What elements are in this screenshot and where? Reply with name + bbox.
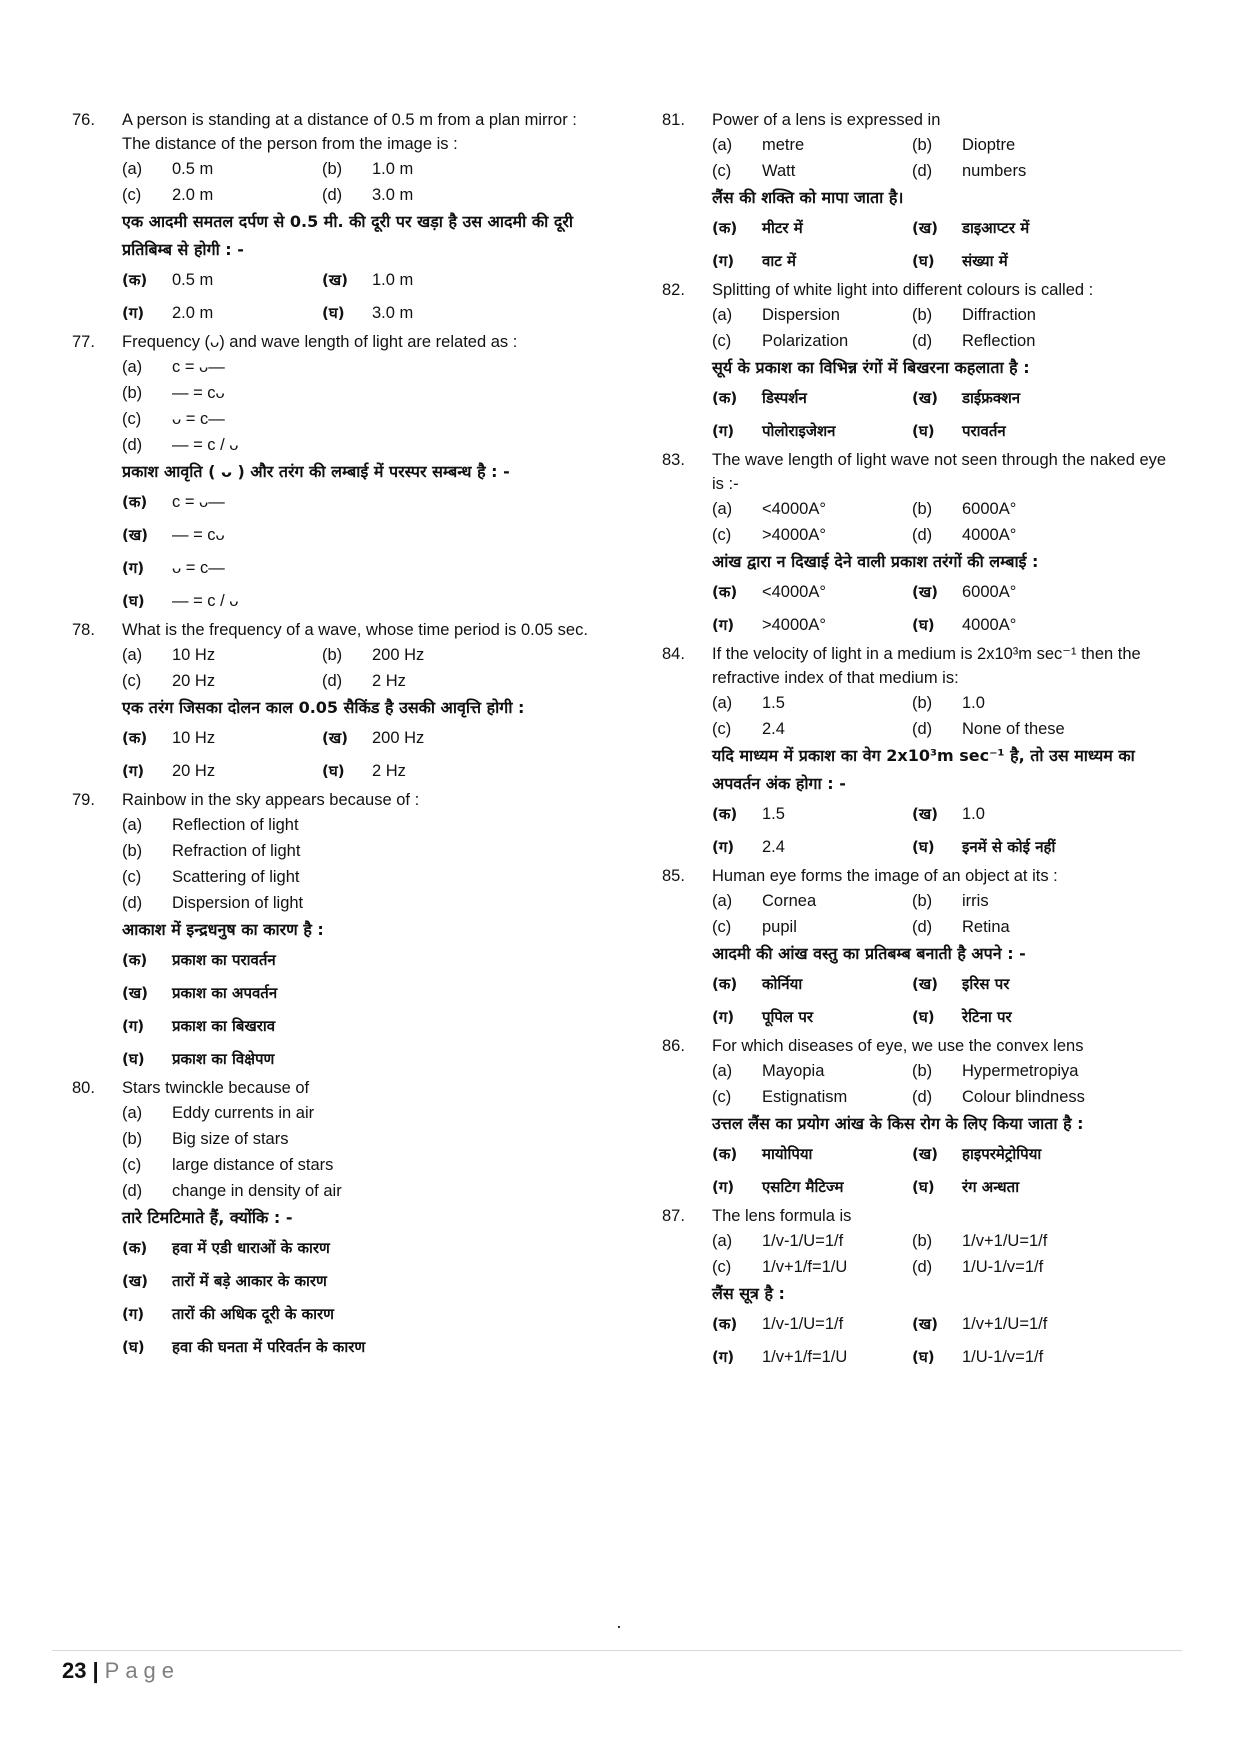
question-text: Stars twinckle because of [122, 1079, 310, 1097]
hindi-option-1: (क) 1.5 [712, 805, 785, 823]
hindi-option-1: (क) c = ᴗ— [122, 493, 225, 511]
hindi-option-4: (घ) रंग अन्धता [912, 1178, 1020, 1196]
hindi-option-1: (क) <4000A° [712, 583, 826, 601]
options [662, 496, 1182, 548]
footer-divider [52, 1650, 1182, 1651]
option-d: (d) Dispersion of light [122, 894, 304, 912]
hindi-option-3: (ग) तारों की अधिक दूरी के कारण [122, 1305, 334, 1323]
hindi-option-2: (ख) 200 Hz [322, 729, 425, 747]
option-b: (b) Diffraction [912, 306, 1036, 324]
hindi-option-1: (क) 1/v-1/U=1/f [712, 1315, 844, 1333]
question-number: 77. [72, 333, 95, 351]
hindi-options [72, 486, 592, 618]
option-d: (d) change in density of air [122, 1182, 342, 1200]
option-d: (d) None of these [912, 720, 1065, 738]
question-79 [72, 788, 592, 1076]
options [662, 1058, 1182, 1110]
hindi-option-1: (क) 0.5 m [122, 271, 214, 289]
hindi-option-1: (क) मीटर में [712, 219, 803, 237]
hindi-option-1: (क) मायोपिया [712, 1145, 813, 1163]
footer-separator: | [92, 1658, 99, 1683]
hindi-option-2: (ख) इरिस पर [912, 975, 1010, 993]
hindi-option-2: (ख) — = cᴗ [122, 526, 225, 544]
options [662, 302, 1182, 354]
option-b: (b) Dioptre [912, 136, 1016, 154]
question-text: The lens formula is [712, 1207, 852, 1225]
option-d: (d) Reflection [912, 332, 1036, 350]
question-number: 78. [72, 621, 95, 639]
hindi-option-2: (ख) प्रकाश का अपवर्तन [122, 984, 278, 1002]
options [662, 690, 1182, 742]
question-86 [662, 1034, 1182, 1204]
hindi-question-text: उत्तल लैंस का प्रयोग आंख के किस रोग के लिए किया जाता है : [712, 1114, 1084, 1133]
hindi-options [72, 264, 592, 330]
hindi-options [72, 722, 592, 788]
question-83 [662, 448, 1182, 642]
option-d: (d) Retina [912, 918, 1010, 936]
option-a: (a) Dispersion [712, 306, 840, 324]
question-number: 86. [662, 1037, 685, 1055]
option-c: (c) large distance of stars [122, 1156, 334, 1174]
option-a: (a) Eddy currents in air [122, 1104, 315, 1122]
page-number: 23 [62, 1658, 87, 1683]
hindi-option-3: (ग) 2.4 [712, 838, 785, 856]
question-text: For which diseases of eye, we use the convex lens [712, 1037, 1084, 1055]
option-c: (c) Polarization [712, 332, 849, 350]
hindi-option-4: (घ) परावर्तन [912, 422, 1006, 440]
question-number: 81. [662, 111, 685, 129]
option-b: (b) — = cᴗ [122, 384, 225, 402]
question-text: If the velocity of light in a medium is 2x10³m sec⁻¹ then the refractive index of that medium is: [712, 645, 1141, 687]
options [662, 132, 1182, 184]
hindi-option-3: (ग) पूपिल पर [712, 1008, 813, 1026]
question-text: Splitting of white light into different colours is called : [712, 281, 1094, 299]
question-text: The wave length of light wave not seen through the naked eye is :- [712, 451, 1167, 493]
hindi-question-text: सूर्य के प्रकाश का विभिन्न रंगों में बिखरना कहलाता है : [712, 358, 1030, 377]
hindi-option-2: (ख) डाइआप्टर में [912, 219, 1030, 237]
hindi-option-3: (ग) एसटिग मैटिज्म [712, 1178, 844, 1196]
hindi-option-1: (क) 10 Hz [122, 729, 216, 747]
question-78 [72, 618, 592, 788]
hindi-options [662, 798, 1182, 864]
options [72, 642, 592, 694]
hindi-option-3: (ग) पोलोराइजेशन [712, 422, 836, 440]
question-number: 83. [662, 451, 685, 469]
question-number: 80. [72, 1079, 95, 1097]
options [662, 888, 1182, 940]
option-d: (d) 4000A° [912, 526, 1017, 544]
question-80 [72, 1076, 592, 1364]
options [662, 1228, 1182, 1280]
question-85 [662, 864, 1182, 1034]
hindi-options [72, 944, 592, 1076]
hindi-question-text: आदमी की आंख वस्तु का प्रतिबम्ब बनाती है अपने : - [712, 944, 1026, 963]
hindi-question-text: एक आदमी समतल दर्पण से 0.5 मी. की दूरी पर खड़ा है उस आदमी की दूरी प्रतिबिम्ब से होगी : - [122, 212, 574, 259]
page-word: Page [104, 1658, 181, 1683]
option-a: (a) Cornea [712, 892, 817, 910]
option-b: (b) 6000A° [912, 500, 1017, 518]
hindi-option-3: (ग) >4000A° [712, 616, 826, 634]
hindi-option-2: (ख) 6000A° [912, 583, 1017, 601]
hindi-option-1: (क) प्रकाश का परावर्तन [122, 951, 276, 969]
hindi-question-text: लैंस की शक्ति को मापा जाता है। [712, 188, 904, 207]
hindi-option-4: (घ) प्रकाश का विक्षेपण [122, 1050, 275, 1068]
hindi-options [662, 1308, 1182, 1374]
option-d: (d) — = c / ᴗ [122, 436, 239, 454]
options [72, 812, 592, 916]
options [72, 354, 592, 458]
question-number: 79. [72, 791, 95, 809]
option-d: (d) Colour blindness [912, 1088, 1085, 1106]
options [72, 156, 592, 208]
option-a: (a) 1/v-1/U=1/f [712, 1232, 844, 1250]
question-text: Human eye forms the image of an object at its : [712, 867, 1058, 885]
question-82 [662, 278, 1182, 448]
hindi-question-text: तारे टिमटिमाते हैं, क्योंकि : - [122, 1208, 293, 1227]
question-number: 85. [662, 867, 685, 885]
option-b: (b) 1.0 m [322, 160, 414, 178]
question-number: 76. [72, 111, 95, 129]
option-a: (a) Reflection of light [122, 816, 299, 834]
right-column [662, 108, 1182, 1374]
hindi-option-3: (ग) वाट में [712, 252, 796, 270]
question-text: Power of a lens is expressed in [712, 111, 941, 129]
question-81 [662, 108, 1182, 278]
option-a: (a) 0.5 m [122, 160, 214, 178]
hindi-option-2: (ख) हाइपरमेट्रोपिया [912, 1145, 1042, 1163]
option-a: (a) <4000A° [712, 500, 826, 518]
question-text: Frequency (ᴗ) and wave length of light are related as : [122, 333, 518, 351]
question-text: Rainbow in the sky appears because of : [122, 791, 420, 809]
hindi-options [662, 1138, 1182, 1204]
option-a: (a) 1.5 [712, 694, 785, 712]
hindi-question-text: प्रकाश आवृति ( ᴗ ) और तरंग की लम्बाई में परस्पर सम्बन्ध है : - [122, 462, 510, 481]
option-c: (c) 1/v+1/f=1/U [712, 1258, 848, 1276]
option-a: (a) 10 Hz [122, 646, 216, 664]
option-c: (c) 2.0 m [122, 186, 214, 204]
hindi-question-text: यदि माध्यम में प्रकाश का वेग 2x10³m sec⁻¹ है, तो उस माध्यम का अपवर्तन अंक होगा : - [712, 746, 1135, 793]
option-b: (b) 1.0 [912, 694, 985, 712]
option-c: (c) pupil [712, 918, 797, 936]
option-b: (b) 200 Hz [322, 646, 425, 664]
option-c: (c) Estignatism [712, 1088, 848, 1106]
hindi-question-text: लैंस सूत्र है : [712, 1284, 785, 1303]
hindi-option-4: (घ) 4000A° [912, 616, 1017, 634]
hindi-option-2: (ख) डाईफ्रक्शन [912, 389, 1021, 407]
hindi-option-4: (घ) 3.0 m [322, 304, 414, 322]
question-subtext: The distance of the person from the image is : [122, 135, 458, 153]
question-text: A person is standing at a distance of 0.5 m from a plan mirror : [122, 111, 577, 129]
left-column [72, 108, 592, 1364]
option-b: (b) Big size of stars [122, 1130, 289, 1148]
hindi-option-1: (क) डिस्पर्शन [712, 389, 807, 407]
question-number: 87. [662, 1207, 685, 1225]
hindi-options [662, 382, 1182, 448]
hindi-option-3: (ग) ᴗ = c— [122, 559, 225, 577]
hindi-option-2: (ख) तारों में बड़े आकार के कारण [122, 1272, 327, 1290]
option-a: (a) c = ᴗ— [122, 358, 225, 376]
option-b: (b) 1/v+1/U=1/f [912, 1232, 1048, 1250]
option-d: (d) 3.0 m [322, 186, 414, 204]
question-87 [662, 1204, 1182, 1374]
option-b: (b) Refraction of light [122, 842, 301, 860]
option-c: (c) 20 Hz [122, 672, 216, 690]
hindi-option-3: (ग) प्रकाश का बिखराव [122, 1017, 276, 1035]
hindi-option-4: (घ) हवा की घनता में परिवर्तन के कारण [122, 1338, 366, 1356]
hindi-question-text: एक तरंग जिसका दोलन काल 0.05 सैकिंड है उसकी आवृत्ति होगी : [122, 698, 525, 717]
hindi-options [662, 968, 1182, 1034]
hindi-option-4: (घ) रेटिना पर [912, 1008, 1012, 1026]
hindi-option-4: (घ) 2 Hz [322, 762, 406, 780]
hindi-options [72, 1232, 592, 1364]
page-footer [62, 1658, 180, 1684]
hindi-option-4: (घ) इनमें से कोई नहीं [912, 838, 1056, 856]
question-number: 84. [662, 645, 685, 663]
option-c: (c) Scattering of light [122, 868, 300, 886]
option-b: (b) irris [912, 892, 989, 910]
question-84 [662, 642, 1182, 864]
hindi-question-text: आकाश में इन्द्रधनुष का कारण है : [122, 920, 324, 939]
question-number: 82. [662, 281, 685, 299]
stray-dot [618, 1626, 620, 1628]
hindi-option-2: (ख) 1.0 m [322, 271, 414, 289]
hindi-option-3: (ग) 20 Hz [122, 762, 216, 780]
option-d: (d) 1/U-1/v=1/f [912, 1258, 1044, 1276]
hindi-option-2: (ख) 1.0 [912, 805, 985, 823]
option-d: (d) numbers [912, 162, 1027, 180]
options [72, 1100, 592, 1204]
hindi-options [662, 576, 1182, 642]
hindi-option-4: (घ) — = c / ᴗ [122, 592, 239, 610]
hindi-option-3: (ग) 1/v+1/f=1/U [712, 1348, 848, 1366]
hindi-option-1: (क) कोर्निया [712, 975, 803, 993]
question-77 [72, 330, 592, 618]
option-d: (d) 2 Hz [322, 672, 406, 690]
option-c: (c) >4000A° [712, 526, 826, 544]
hindi-option-4: (घ) 1/U-1/v=1/f [912, 1348, 1044, 1366]
option-c: (c) ᴗ = c— [122, 410, 225, 428]
option-a: (a) metre [712, 136, 805, 154]
hindi-option-2: (ख) 1/v+1/U=1/f [912, 1315, 1048, 1333]
option-c: (c) 2.4 [712, 720, 785, 738]
hindi-option-3: (ग) 2.0 m [122, 304, 214, 322]
hindi-options [662, 212, 1182, 278]
option-b: (b) Hypermetropiya [912, 1062, 1079, 1080]
question-text: What is the frequency of a wave, whose time period is 0.05 sec. [122, 621, 588, 639]
hindi-question-text: आंख द्वारा न दिखाई देने वाली प्रकाश तरंगों की लम्बाई : [712, 552, 1039, 571]
option-a: (a) Mayopia [712, 1062, 825, 1080]
question-76 [72, 108, 592, 330]
hindi-option-4: (घ) संख्या में [912, 252, 1008, 270]
hindi-option-1: (क) हवा में एडी धाराओं के कारण [122, 1239, 330, 1257]
option-c: (c) Watt [712, 162, 796, 180]
